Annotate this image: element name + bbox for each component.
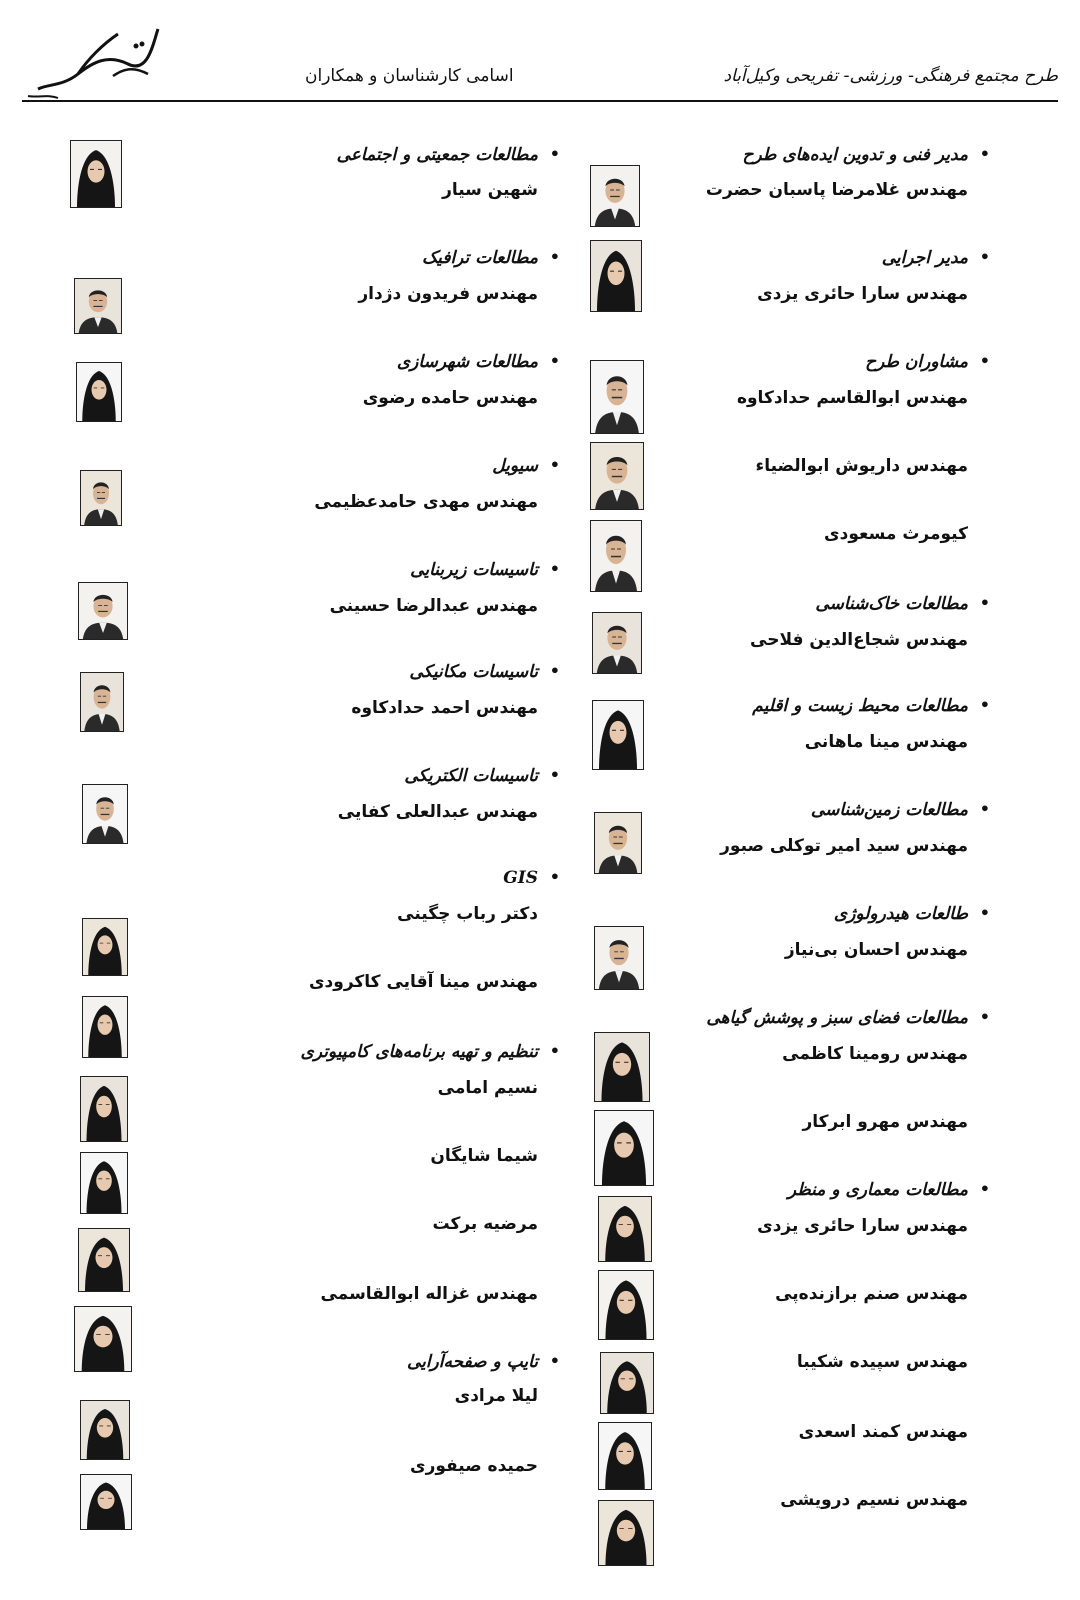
portrait-photo-icon bbox=[80, 470, 122, 526]
portrait-photo-icon bbox=[80, 1076, 128, 1142]
section-title: تایپ و صفحه‌آرایی • bbox=[407, 1352, 538, 1372]
section-title: طالعات هیدرولوژی • bbox=[834, 904, 968, 924]
person-name: شهین سیار bbox=[442, 180, 538, 200]
person-name: مهندس سارا حائری یزدی bbox=[757, 284, 968, 304]
section-title: GIS • bbox=[503, 868, 538, 888]
portrait-photo-icon bbox=[592, 612, 642, 674]
portrait-photo-icon bbox=[590, 442, 644, 510]
portrait-photo-icon bbox=[600, 1352, 654, 1414]
section-title: مدیر فنی و تدوین ایده‌های طرح • bbox=[742, 145, 968, 165]
person-name: مهندس حامده رضوی bbox=[362, 388, 538, 408]
portrait-silhouette bbox=[591, 521, 641, 591]
section-title: مطالعات خاک‌شناسی • bbox=[815, 594, 968, 614]
portrait-photo-icon bbox=[598, 1270, 654, 1340]
portrait-silhouette bbox=[593, 701, 643, 769]
portrait-silhouette bbox=[591, 443, 643, 509]
header-rule bbox=[22, 100, 1058, 102]
portrait-silhouette bbox=[71, 141, 121, 207]
logo-calligraphy-icon bbox=[18, 14, 168, 104]
person-name: حمیده صیفوری bbox=[410, 1456, 538, 1476]
portrait-photo-icon bbox=[80, 1474, 132, 1530]
portrait-photo-icon bbox=[80, 1152, 128, 1214]
portrait-photo-icon bbox=[598, 1500, 654, 1566]
portrait-silhouette bbox=[595, 813, 641, 873]
portrait-silhouette bbox=[75, 279, 121, 333]
portrait-photo-icon bbox=[592, 700, 644, 770]
portrait-photo-icon bbox=[590, 360, 644, 434]
person-name: لیلا مرادی bbox=[454, 1386, 538, 1406]
person-name: مهندس سید امیر توکلی صبور bbox=[720, 836, 968, 856]
person-name: مهندس نسیم درویشی bbox=[780, 1490, 968, 1510]
list-title: اسامی کارشناسان و همکاران bbox=[305, 66, 514, 86]
person-name: نسیم امامی bbox=[437, 1078, 538, 1098]
section-title: سیویل • bbox=[492, 456, 538, 476]
portrait-photo-icon bbox=[590, 520, 642, 592]
portrait-silhouette bbox=[593, 613, 641, 673]
portrait-silhouette bbox=[77, 363, 121, 421]
person-name: مهندس غلامرضا پاسبان حضرت bbox=[705, 180, 968, 200]
portrait-silhouette bbox=[599, 1423, 651, 1489]
section-title: مطالعات شهرسازی • bbox=[397, 352, 538, 372]
person-name: مهندس شجاع‌الدین فلاحی bbox=[750, 630, 968, 650]
person-name: مهندس مهدی حامدعظیمی bbox=[314, 492, 538, 512]
section-title: تاسیسات مکانیکی • bbox=[409, 662, 538, 682]
logo bbox=[18, 14, 168, 104]
section-title: مطالعات ترافیک • bbox=[422, 248, 538, 268]
portrait-silhouette bbox=[599, 1271, 653, 1339]
portrait-photo-icon bbox=[82, 996, 128, 1058]
person-name: مهندس غزاله ابوالقاسمی bbox=[320, 1284, 538, 1304]
section-title: مطالعات محیط زیست و اقلیم • bbox=[752, 696, 968, 716]
section-title: تنظیم و تهیه برنامه‌های کامپیوتری • bbox=[301, 1042, 538, 1062]
portrait-photo-icon bbox=[594, 1032, 650, 1102]
person-name: مهندس ابوالقاسم حدادکاوه bbox=[736, 388, 968, 408]
person-name: مهندس مهرو ابرکار bbox=[802, 1112, 968, 1132]
portrait-silhouette bbox=[591, 361, 643, 433]
portrait-photo-icon bbox=[82, 784, 128, 844]
portrait-photo-icon bbox=[80, 672, 124, 732]
portrait-silhouette bbox=[75, 1307, 131, 1371]
portrait-silhouette bbox=[81, 471, 121, 525]
portrait-silhouette bbox=[79, 583, 127, 639]
portrait-silhouette bbox=[83, 919, 127, 975]
portrait-silhouette bbox=[81, 1475, 131, 1529]
person-name: مهندس داریوش ابوالضیاء bbox=[755, 456, 968, 476]
person-name: شیما شایگان bbox=[430, 1146, 538, 1166]
portrait-silhouette bbox=[81, 1077, 127, 1141]
portrait-photo-icon bbox=[70, 140, 122, 208]
project-title: طرح مجتمع فرهنگی- ورزشی- تفریحی وکیل‌آباد bbox=[723, 66, 1058, 86]
person-name: کیومرث مسعودی bbox=[824, 524, 968, 544]
person-name: مهندس فریدون دژدار bbox=[358, 284, 538, 304]
portrait-silhouette bbox=[591, 166, 639, 226]
person-name: مهندس عبدالعلی کفایی bbox=[337, 802, 538, 822]
portrait-silhouette bbox=[79, 1229, 129, 1291]
person-name: مهندس سپیده شکیبا bbox=[796, 1352, 968, 1372]
portrait-silhouette bbox=[601, 1353, 653, 1413]
person-name: مهندس کمند اسعدی bbox=[798, 1422, 968, 1442]
portrait-photo-icon bbox=[598, 1422, 652, 1490]
portrait-silhouette bbox=[81, 1401, 129, 1459]
portrait-silhouette bbox=[595, 1033, 649, 1101]
person-name: مرضیه برکت bbox=[432, 1214, 538, 1234]
portrait-photo-icon bbox=[594, 926, 644, 990]
section-title: تاسیسات الکتریکی • bbox=[404, 766, 538, 786]
portrait-silhouette bbox=[81, 673, 123, 731]
person-name: مهندس مینا ماهانی bbox=[804, 732, 968, 752]
section-title: مطالعات زمین‌شناسی • bbox=[811, 800, 968, 820]
portrait-silhouette bbox=[591, 241, 641, 311]
section-title: مطالعات جمعیتی و اجتماعی • bbox=[337, 145, 538, 165]
portrait-photo-icon bbox=[78, 582, 128, 640]
portrait-photo-icon bbox=[82, 918, 128, 976]
portrait-photo-icon bbox=[590, 165, 640, 227]
portrait-silhouette bbox=[599, 1501, 653, 1565]
portrait-photo-icon bbox=[76, 362, 122, 422]
portrait-photo-icon bbox=[74, 278, 122, 334]
section-title: تاسیسات زیربنایی • bbox=[410, 560, 538, 580]
portrait-photo-icon bbox=[80, 1400, 130, 1460]
person-name: دکتر رباب چگینی bbox=[397, 904, 538, 924]
portrait-silhouette bbox=[595, 927, 643, 989]
person-name: مهندس مینا آقایی کاکرودی bbox=[308, 972, 538, 992]
portrait-silhouette bbox=[83, 997, 127, 1057]
portrait-silhouette bbox=[595, 1111, 653, 1185]
person-name: مهندس صنم برازنده‌پی bbox=[775, 1284, 968, 1304]
person-name: مهندس سارا حائری یزدی bbox=[757, 1216, 968, 1236]
portrait-silhouette bbox=[81, 1153, 127, 1213]
person-name: مهندس عبدالرضا حسینی bbox=[329, 596, 538, 616]
portrait-photo-icon bbox=[78, 1228, 130, 1292]
person-name: مهندس احسان بی‌نیاز bbox=[784, 940, 968, 960]
portrait-photo-icon bbox=[594, 1110, 654, 1186]
section-title: مطالعات معماری و منظر • bbox=[788, 1180, 968, 1200]
section-title: مشاوران طرح • bbox=[865, 352, 968, 372]
person-name: مهندس احمد حدادکاوه bbox=[351, 698, 538, 718]
portrait-photo-icon bbox=[590, 240, 642, 312]
section-title: مدیر اجرایی • bbox=[882, 248, 968, 268]
portrait-photo-icon bbox=[74, 1306, 132, 1372]
portrait-silhouette bbox=[599, 1197, 651, 1261]
portrait-silhouette bbox=[83, 785, 127, 843]
portrait-photo-icon bbox=[598, 1196, 652, 1262]
person-name: مهندس رومینا کاظمی bbox=[782, 1044, 968, 1064]
portrait-photo-icon bbox=[594, 812, 642, 874]
section-title: مطالعات فضای سبز و پوشش گیاهی • bbox=[706, 1008, 968, 1028]
